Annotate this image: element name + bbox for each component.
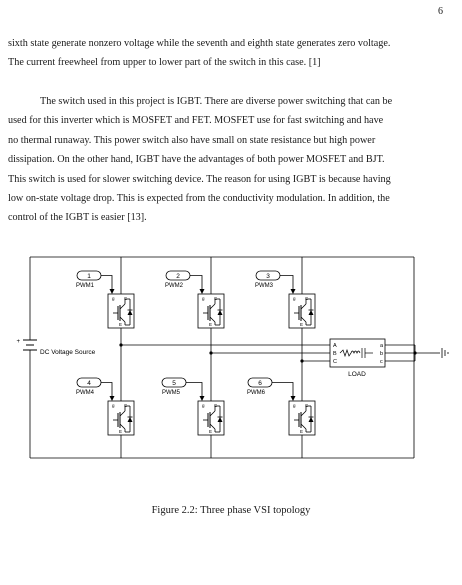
svg-text:PWM4: PWM4	[76, 390, 94, 396]
svg-text:E: E	[119, 429, 123, 434]
pwm-gate-6	[247, 378, 296, 401]
ground-symbol	[430, 348, 448, 358]
svg-text:E: E	[209, 429, 213, 434]
text-line: used for this inverter which is MOSFET and FET. MOSFET use for fast switching and have	[8, 115, 384, 127]
svg-text:C: C	[333, 359, 337, 365]
svg-text:E: E	[209, 322, 213, 327]
svg-text:PWM5: PWM5	[162, 390, 180, 396]
svg-text:g: g	[112, 403, 115, 408]
page-number: 6	[438, 6, 443, 17]
text-line: control of the IGBT is easier [13].	[8, 212, 147, 224]
svg-text:b: b	[380, 351, 384, 357]
svg-text:g: g	[112, 296, 115, 301]
text-line: The current freewheel from upper to lower part of the switch in this case. [1]	[8, 57, 321, 69]
svg-text:C: C	[124, 403, 128, 408]
svg-text:C: C	[305, 296, 309, 301]
svg-text:C: C	[214, 296, 218, 301]
paragraph-1	[8, 34, 448, 73]
svg-text:A: A	[333, 343, 337, 349]
pwm-gate-4	[76, 378, 115, 401]
text-line: This switch is used for slower switching device. The reason for using IGBT is because having	[8, 173, 391, 185]
svg-text:6: 6	[258, 380, 262, 387]
svg-text:PWM1: PWM1	[76, 283, 94, 289]
svg-text:PWM6: PWM6	[247, 390, 265, 396]
pwm-gate-2	[165, 271, 205, 294]
svg-text:E: E	[300, 322, 304, 327]
paragraph-2	[8, 92, 448, 228]
svg-text:E: E	[119, 322, 123, 327]
svg-text:c: c	[380, 359, 383, 365]
text-line: dissipation. On the other hand, IGBT have the advantages of both power MOSFET and BJT.	[8, 154, 385, 166]
svg-text:3: 3	[266, 273, 270, 280]
svg-text:2: 2	[176, 273, 180, 280]
svg-text:PWM2: PWM2	[165, 283, 183, 289]
text-line: The switch used in this project is IGBT. There are diverse power switching that can be	[40, 96, 393, 107]
svg-text:g: g	[202, 403, 205, 408]
pwm-gate-5	[162, 378, 205, 401]
load-block	[330, 339, 385, 378]
svg-text:E: E	[300, 429, 304, 434]
svg-text:a: a	[380, 343, 384, 349]
dc-voltage-source	[16, 339, 95, 356]
svg-text:g: g	[293, 403, 296, 408]
svg-text:C: C	[214, 403, 218, 408]
svg-text:C: C	[305, 403, 309, 408]
text-line: sixth state generate nonzero voltage while the seventh and eighth state generates zero voltage.	[8, 38, 391, 49]
svg-text:5: 5	[172, 380, 176, 387]
svg-text:C: C	[124, 296, 128, 301]
figure-caption: Figure 2.2: Three phase VSI topology	[151, 505, 311, 516]
svg-text:1: 1	[87, 273, 91, 280]
svg-text:B: B	[333, 351, 337, 357]
pwm-gate-1	[76, 271, 115, 294]
svg-text:g: g	[293, 296, 296, 301]
svg-text:4: 4	[87, 380, 91, 387]
svg-text:g: g	[202, 296, 205, 301]
text-line: no thermal runaway. This power switch also have small on state resistance but high power	[8, 134, 376, 146]
three-phase-vsi-diagram	[0, 245, 462, 467]
pwm-gate-3	[255, 271, 296, 294]
svg-text:+: +	[16, 339, 20, 345]
svg-text:PWM3: PWM3	[255, 283, 273, 289]
text-line: low on-state voltage drop. This is expected from the conductivity modulation. In addition, the	[8, 193, 390, 205]
dc-source-label: DC Voltage Source	[40, 349, 96, 356]
svg-text:LOAD: LOAD	[348, 371, 366, 378]
